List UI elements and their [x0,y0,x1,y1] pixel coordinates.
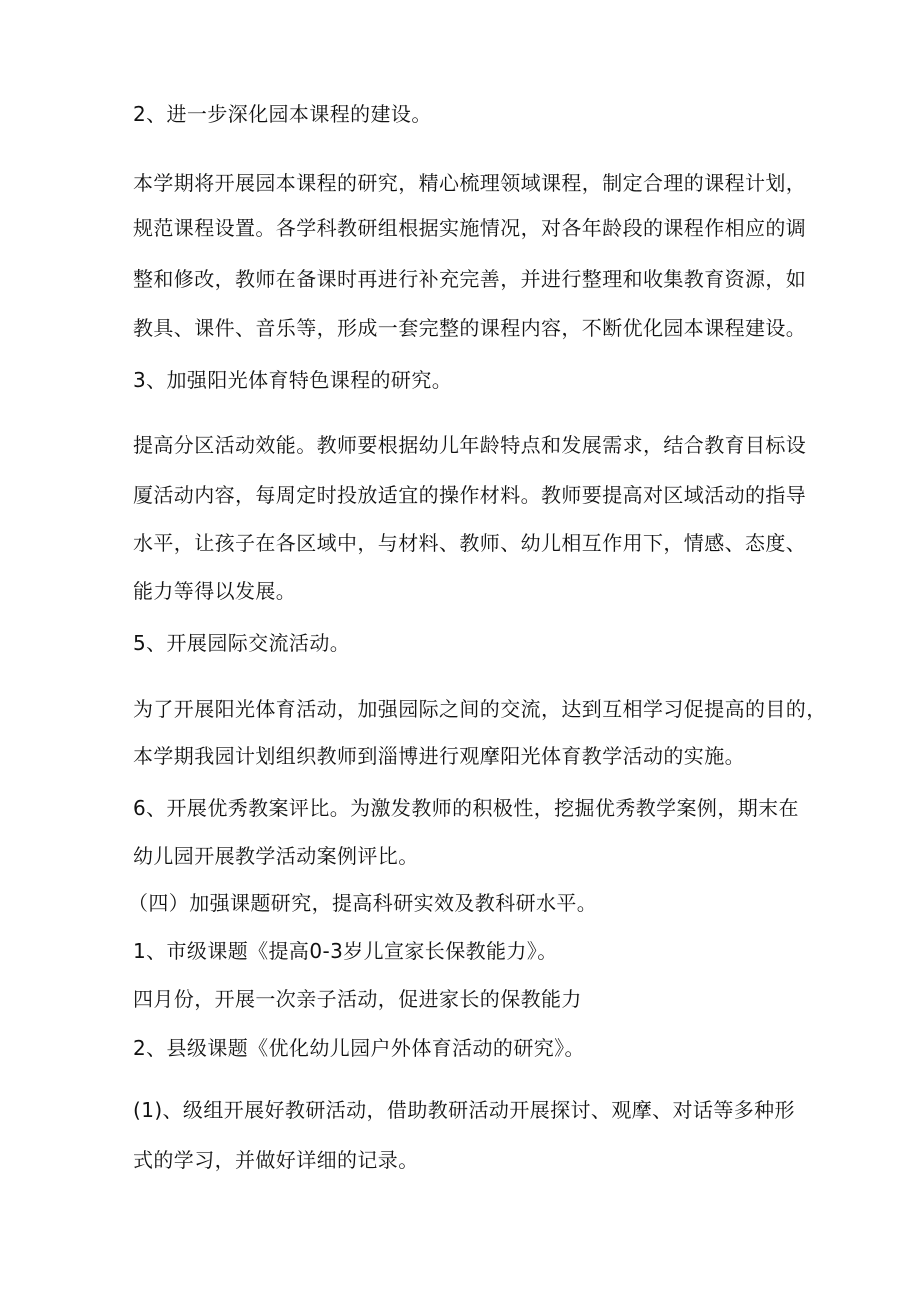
paragraph-line: 整和修改，教师在备课时再进行补充完善，并进行整理和收集教育资源，如 [133,267,807,291]
paragraph-line: (1)、级组开展好教研活动，借助教研活动开展探讨、观摩、对话等多种形 [133,1098,795,1122]
paragraph-line: 式的学习，并做好详细的记录。 [133,1148,419,1172]
paragraph-line: 本学期我园计划组织教师到淄博进行观摩阳光体育教学活动的实施。 [133,744,745,768]
paragraph-line: 为了开展阳光体育活动，加强园际之间的交流，达到互相学习促提高的目的， [133,697,827,721]
section-heading-4: （四）加强课题研究，提高科研实效及教科研水平。 [128,891,598,915]
heading-item-6: 6、开展优秀教案评比。为激发教师的积极性，挖掘优秀教学案例，期末在 [133,796,799,820]
paragraph-line: 规范课程设置。各学科教研组根据实施情况，对各年龄段的课程作相应的调 [133,216,807,240]
paragraph-line: 厦活动内容，每周定时投放适宜的操作材料。教师要提高对区域活动的指导 [133,483,807,507]
heading-item-1: 1、市级课题《提高0-3岁儿宣家长保教能力》。 [133,939,558,963]
heading-item-2: 2、进一步深化园本课程的建设。 [133,102,432,126]
paragraph-line: 教具、课件、音乐等，形成一套完整的课程内容，不断优化园本课程建设。 [133,316,807,340]
heading-item-3: 3、加强阳光体育特色课程的研究。 [133,368,453,392]
paragraph-line: 四月份，开展一次亲子活动，促进家长的保教能力 [133,987,582,1011]
paragraph-line: 水平，让孩子在各区域中，与材料、教师、幼儿相互作用下，情感、态度、 [133,531,807,555]
heading-item-5: 5、开展园际交流活动。 [133,631,351,655]
heading-item-2b: 2、县级课题《优化幼儿园户外体育活动的研究》。 [133,1036,585,1060]
paragraph-line: 能力等得以发展。 [133,579,297,603]
paragraph-line: 幼儿园开展教学活动案例评比。 [133,844,419,868]
paragraph-line: 本学期将开展园本课程的研究，精心梳理领域课程，制定合理的课程计划， [133,171,807,195]
paragraph-line: 提高分区活动效能。教师要根据幼儿年龄特点和发展需求，结合教育目标设 [133,433,807,457]
